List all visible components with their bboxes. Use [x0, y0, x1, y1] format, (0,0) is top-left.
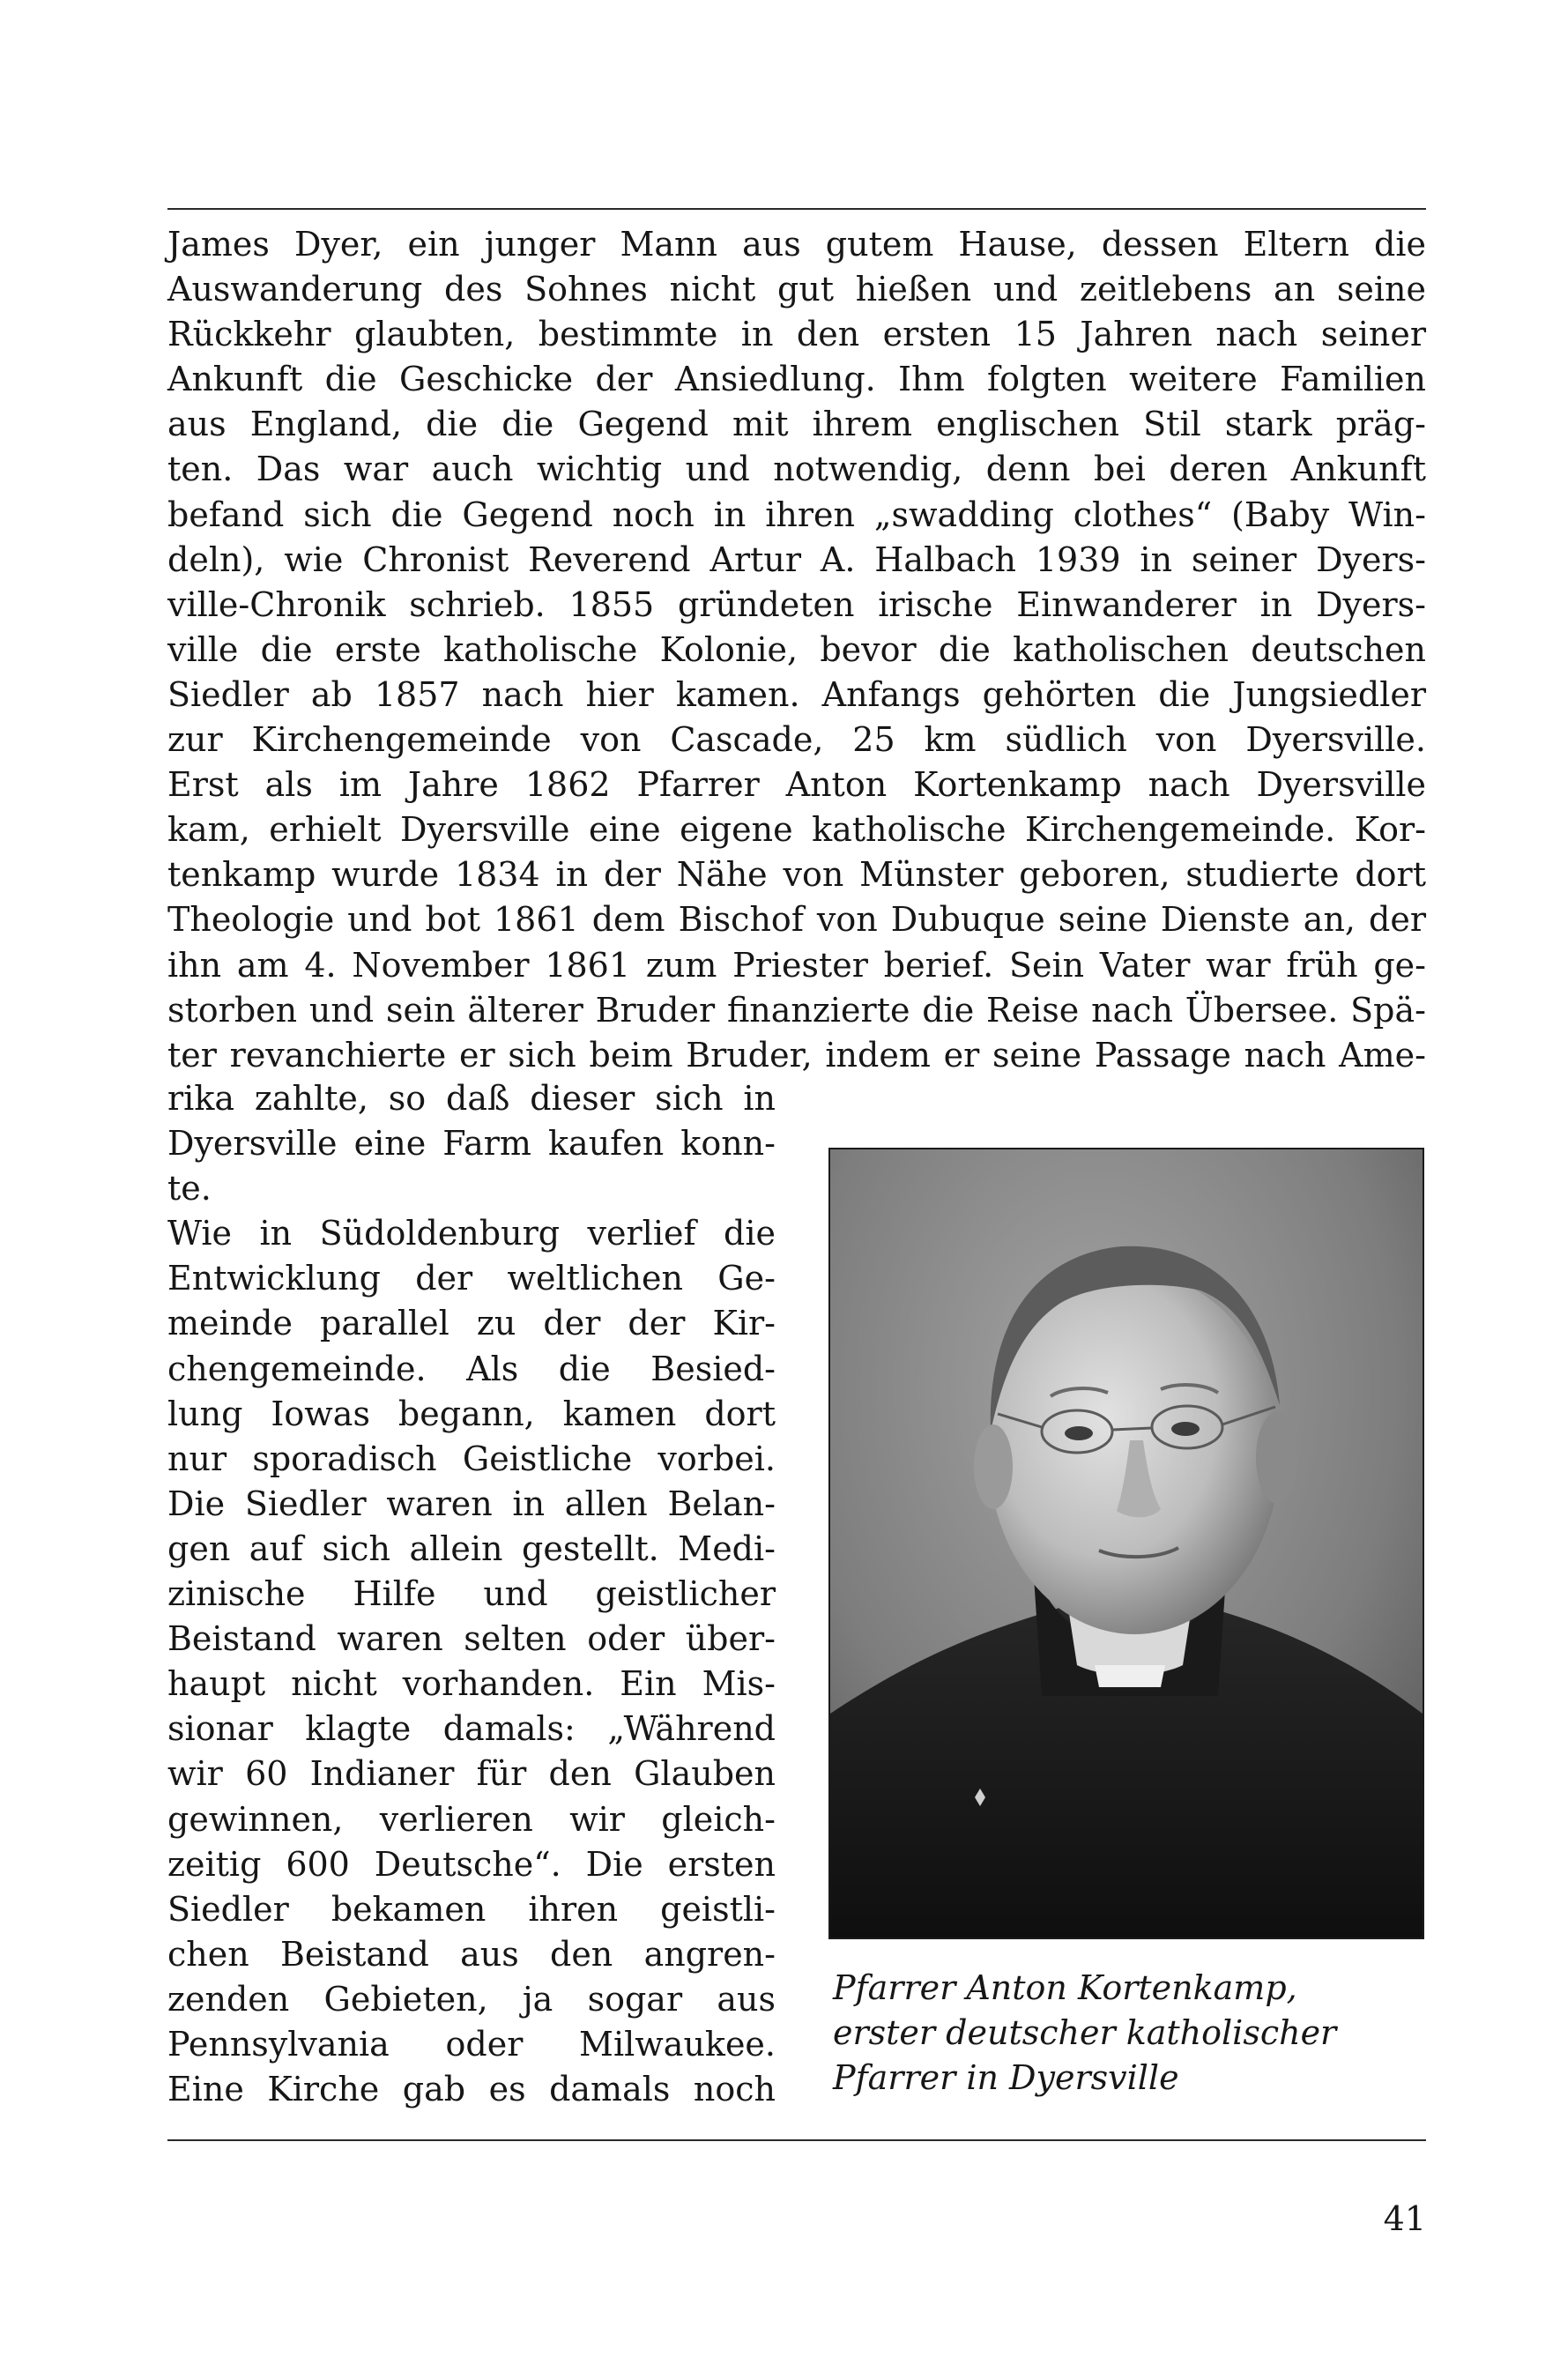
text-line: ville die erste katholische Kolonie, bevor die katholischen deutschen — [167, 629, 1426, 669]
text-line: gen auf sich allein gestellt. Medi- — [167, 1528, 776, 1568]
photo-caption — [833, 1966, 1432, 2101]
text-line: James Dyer, ein junger Mann aus gutem Hause, dessen Eltern die — [167, 225, 1426, 264]
text-line: Entwicklung der weltlichen Ge- — [167, 1259, 776, 1298]
text-line: meinde parallel zu der der Kir- — [167, 1304, 776, 1343]
text-line: storben und sein älterer Bruder finanzierte die Reise nach Übersee. Spä- — [167, 990, 1426, 1030]
text-line: ihn am 4. November 1861 zum Priester berief. Sein Vater war früh ge- — [167, 945, 1426, 985]
text-line: ville-Chronik schrieb. 1855 gründeten irische Einwanderer in Dyers- — [167, 584, 1426, 624]
page-number: 41 — [1383, 2199, 1426, 2238]
text-line: Rückkehr glaubten, bestimmte in den ersten 15 Jahren nach seiner — [167, 315, 1426, 354]
text-line: haupt nicht vorhanden. Ein Mis- — [167, 1664, 776, 1704]
text-line: tenkamp wurde 1834 in der Nähe von Münster geboren, studierte dort — [167, 855, 1426, 895]
body-text-left-column — [167, 1076, 776, 2112]
text-line: Beistand waren selten oder über- — [167, 1619, 776, 1659]
text-line: Eine Kirche gab es damals noch — [167, 2070, 776, 2109]
text-line: lung Iowas begann, kamen dort — [167, 1394, 776, 1433]
text-line: zeitig 600 Deutsche“. Die ersten — [167, 1844, 776, 1884]
text-line: Siedler bekamen ihren geistli- — [167, 1889, 776, 1929]
body-text-full-width — [167, 222, 1426, 1078]
text-line: Wie in Südoldenburg verlief die — [167, 1214, 776, 1253]
text-line: ter revanchierte er sich beim Bruder, indem er seine Passage nach Ame- — [167, 1035, 1426, 1075]
text-line: Dyersville eine Farm kaufen konn- — [167, 1124, 776, 1164]
bottom-rule — [167, 2139, 1426, 2141]
text-line: zenden Gebieten, ja sogar aus — [167, 1979, 776, 2019]
portrait-photo — [828, 1148, 1424, 1939]
text-line: sionar klagte damals: „Während — [167, 1709, 776, 1749]
text-line: kam, erhielt Dyersville eine eigene katholische Kirchengemeinde. Kor- — [167, 810, 1426, 850]
text-line: wir 60 Indianer für den Glauben — [167, 1754, 776, 1794]
text-line: chen Beistand aus den angren- — [167, 1934, 776, 1974]
text-line: rika zahlte, so daß dieser sich in — [167, 1079, 776, 1118]
text-line: aus England, die die Gegend mit ihrem englischen Stil stark präg- — [167, 405, 1426, 444]
text-line: Erst als im Jahre 1862 Pfarrer Anton Kortenkamp nach Dyersville — [167, 765, 1426, 805]
text-line: ten. Das war auch wichtig und notwendig, denn bei deren Ankunft — [167, 450, 1426, 489]
text-line: Die Siedler waren in allen Belan- — [167, 1484, 776, 1523]
text-line: Ankunft die Geschicke der Ansiedlung. Ihm folgten weitere Familien — [167, 360, 1426, 399]
portrait-illustration — [830, 1149, 1423, 1937]
text-line: Auswanderung des Sohnes nicht gut hießen und zeitlebens an seine — [167, 270, 1426, 309]
top-rule — [167, 208, 1426, 210]
text-line: deln), wie Chronist Reverend Artur A. Halbach 1939 in seiner Dyers- — [167, 539, 1426, 579]
caption-line: Pfarrer in Dyersville — [833, 2058, 1179, 2097]
text-line: gewinnen, verlieren wir gleich- — [167, 1799, 776, 1839]
text-line: chengemeinde. Als die Besied- — [167, 1349, 776, 1388]
caption-line: erster deutscher katholischer — [833, 2013, 1337, 2052]
caption-line: Pfarrer Anton Kortenkamp, — [833, 1968, 1297, 2007]
text-line: zinische Hilfe und geistlicher — [167, 1574, 776, 1614]
text-line: te. — [167, 1169, 212, 1209]
text-line: Siedler ab 1857 nach hier kamen. Anfangs gehörten die Jungsiedler — [167, 674, 1426, 714]
text-line: befand sich die Gegend noch in ihren „swadding clothes“ (Baby Win- — [167, 495, 1426, 534]
text-line: Theologie und bot 1861 dem Bischof von Dubuque seine Dienste an, der — [167, 900, 1426, 940]
text-line: zur Kirchengemeinde von Cascade, 25 km südlich von Dyersville. — [167, 720, 1426, 760]
text-line: Pennsylvania oder Milwaukee. — [167, 2024, 776, 2064]
text-line: nur sporadisch Geistliche vorbei. — [167, 1439, 776, 1478]
